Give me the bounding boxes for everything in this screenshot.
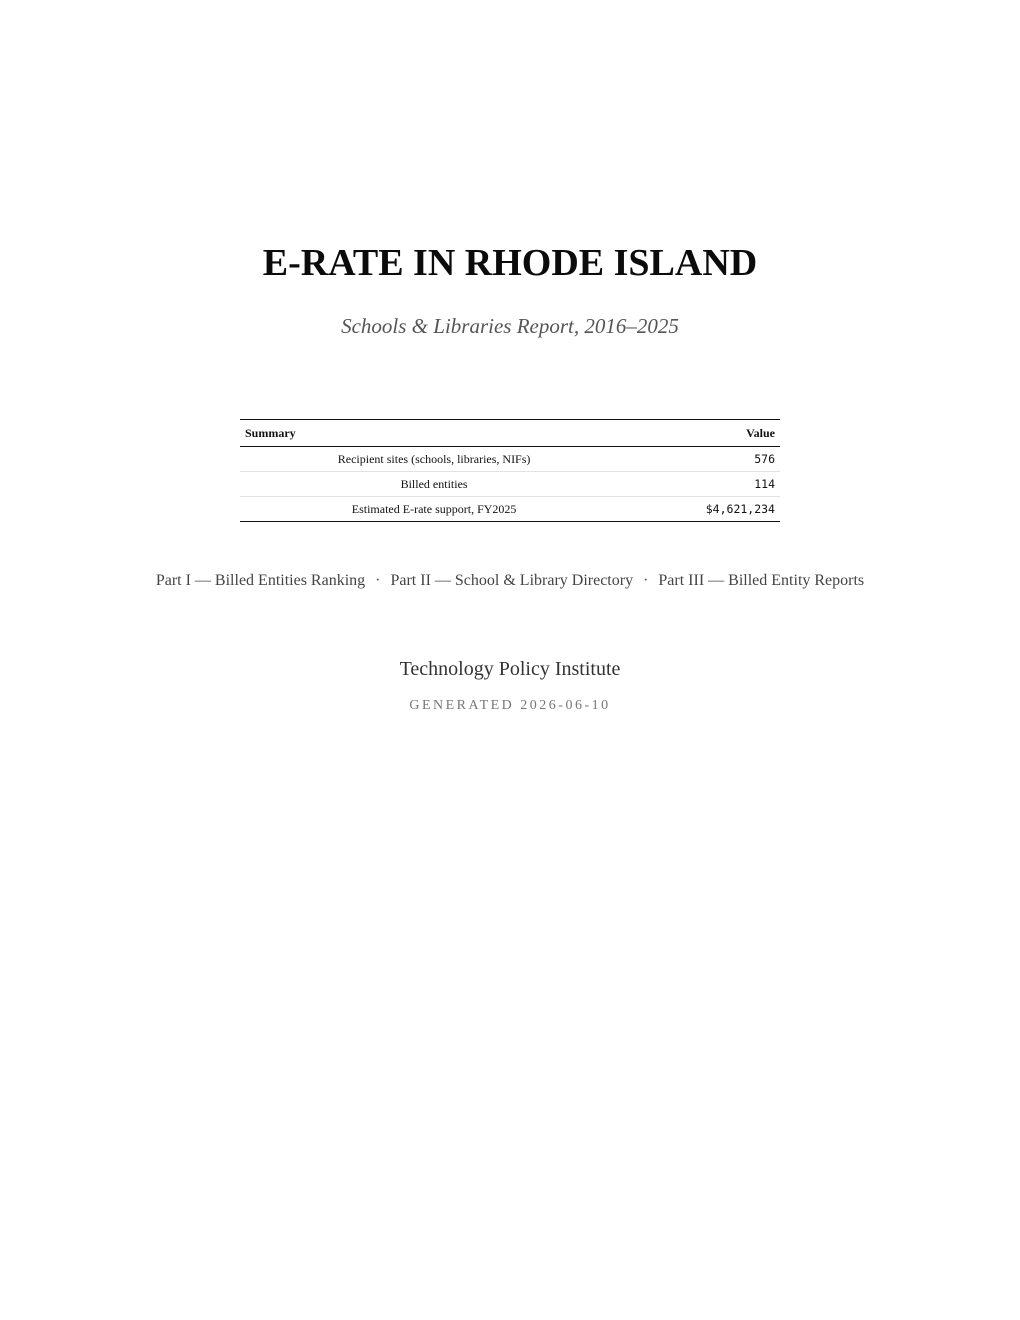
report-subtitle: Schools & Libraries Report, 2016–2025 bbox=[341, 314, 679, 338]
toc-part-2: Part II — School & Library Directory bbox=[390, 572, 634, 589]
value-column-header: Value bbox=[628, 420, 780, 447]
publisher-name: Technology Policy Institute bbox=[399, 658, 621, 680]
toc-separator: · bbox=[643, 572, 649, 589]
toc-part-1: Part I — Billed Entities Ranking bbox=[155, 572, 366, 589]
summary-row-value: 576 bbox=[628, 447, 780, 472]
summary-row-estimated-support bbox=[240, 497, 780, 522]
report-title: E-RATE IN RHODE ISLAND bbox=[262, 242, 758, 284]
toc-separator: · bbox=[375, 572, 381, 589]
summary-column-header: Summary bbox=[240, 420, 628, 447]
summary-row-value: 114 bbox=[628, 472, 780, 497]
summary-table bbox=[240, 419, 780, 522]
summary-table-header-row bbox=[240, 420, 780, 447]
summary-row-value: $4,621,234 bbox=[705, 502, 775, 516]
summary-row-recipient-sites bbox=[240, 447, 780, 472]
summary-row-label: Estimated E-rate support, FY2025 bbox=[351, 501, 517, 516]
summary-row-label: Recipient sites (schools, libraries, NIFs) bbox=[240, 447, 628, 472]
table-of-contents bbox=[0, 570, 1020, 592]
summary-row-label: Billed entities bbox=[240, 472, 628, 497]
toc-part-3: Part III — Billed Entity Reports bbox=[658, 572, 865, 589]
generated-date: GENERATED 2026-06-10 bbox=[409, 698, 611, 713]
summary-row-billed-entities bbox=[240, 472, 780, 497]
